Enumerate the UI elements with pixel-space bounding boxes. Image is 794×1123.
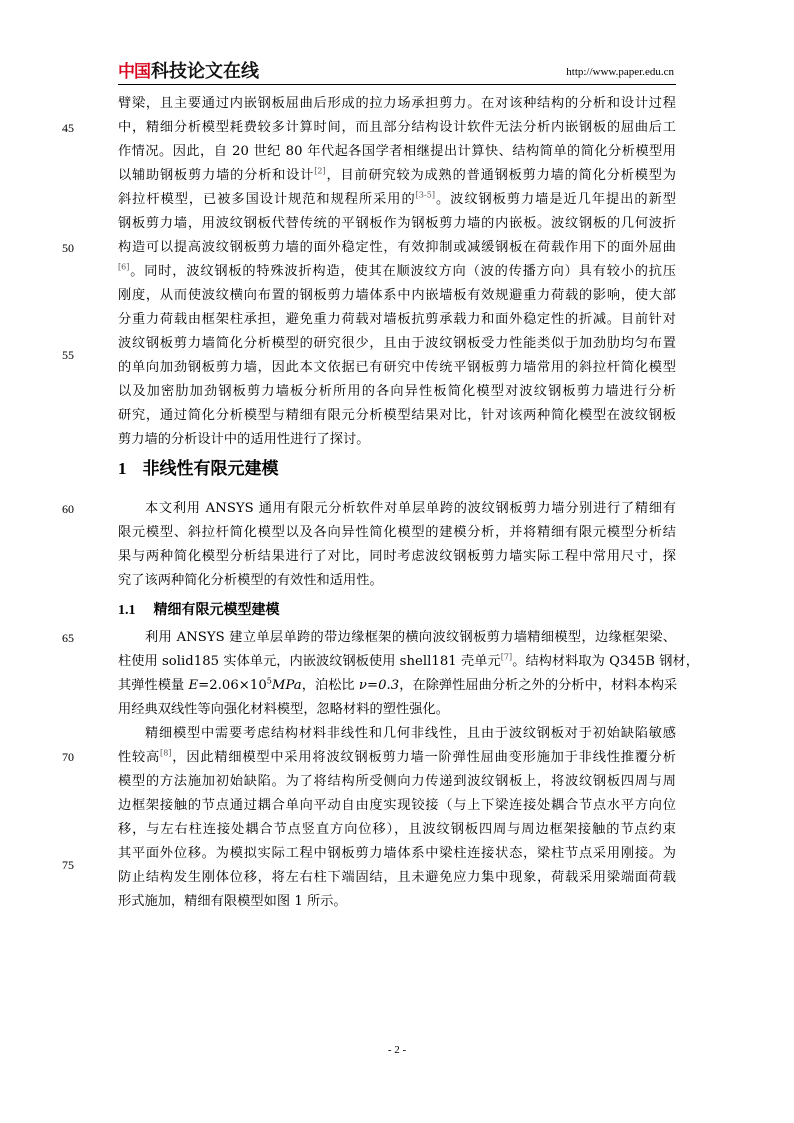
line-number-75: 75 — [62, 858, 74, 872]
logo-name-text: 科技论文在线 — [151, 61, 259, 82]
body-line: 精细模型中需要考虑结构材料非线性和几何非线性，且由于波纹钢板对于初始缺陷敏感 — [145, 726, 676, 741]
body-line: 斜拉杆模型，已被多国设计规范和规程所采用的[3-5]。波纹钢板剪力墙是近几年提出的新型 — [118, 190, 676, 207]
body-line: 柱使用 solid185 实体单元，内嵌波纹钢板使用 shell181 壳单元[7]。结构材料取为 Q345B 钢材， — [118, 652, 699, 669]
body-line: 构造可以提高波纹钢板剪力墙的面外稳定性，有效抑制或减缓钢板在荷载作用下的面外屈曲 — [118, 240, 676, 255]
line-number-55: 55 — [62, 348, 74, 362]
body-line: 研究，通过简化分析模型与精细有限元分析模型结果对比，针对该两种简化模型在波纹钢板 — [118, 408, 676, 423]
body-line: 以及加密肋加劲钢板剪力墙板分析所用的各向异性板简化模型对波纹钢板剪力墙进行分析 — [118, 384, 676, 399]
citation: [3-5] — [415, 190, 436, 200]
body-line: [6]。同时，波纹钢板的特殊波折构造，使其在顺波纹方向（波的传播方向）具有较小的抗压 — [118, 262, 676, 279]
body-line: 果与两种简化模型分析结果进行了对比，同时考虑波纹钢板剪力墙实际工程中常用尺寸，探 — [118, 549, 676, 564]
line-number-45: 45 — [62, 121, 74, 135]
body-line: 边框架接触的节点通过耦合单向平动自由度实现铰接（与上下梁连接处耦合节点水平方向位 — [118, 798, 676, 813]
body-line: 刚度，从而使波纹横向布置的钢板剪力墙体系中内嵌墙板有效规避重力荷载的影响，使大部 — [118, 288, 676, 303]
body-line: 的单向加劲钢板剪力墙，因此本文依据已有研究中传统平钢板剪力墙常用的斜拉杆简化模型 — [118, 360, 676, 375]
line-number-70: 70 — [62, 750, 74, 764]
body-line: 分重力荷载由框架柱承担，避免重力荷载对墙板抗剪承载力和面外稳定性的折减。目前针对 — [118, 312, 676, 327]
site-logo — [118, 62, 259, 82]
line-number-60: 60 — [62, 502, 74, 516]
page-number: - 2 - — [387, 1044, 407, 1056]
body-line: 以辅助钢板剪力墙的分析和设计[2]，目前研究较为成熟的普通钢板剪力墙的简化分析模型为 — [118, 166, 676, 183]
body-line: 用经典双线性等向强化材料模型，忽略材料的塑性强化。 — [118, 702, 449, 717]
page-header — [118, 58, 676, 85]
body-line: 模型的方法施加初始缺陷。为了将结构所受侧向力传递到波纹钢板上，将波纹钢板四周与周 — [118, 774, 676, 789]
body-line: 防止结构发生刚体位移，将左右柱下端固结，且未避免应力集中现象，荷载采用梁端面荷载 — [118, 870, 676, 885]
body-line: 臂梁，且主要通过内嵌钢板屈曲后形成的拉力场承担剪力。在对该种结构的分析和设计过程 — [118, 96, 676, 111]
body-line: 利用 ANSYS 建立单层单跨的带边缘框架的横向波纹钢板剪力墙精细模型，边缘框架梁、 — [145, 630, 676, 645]
body-line: 其弹性模量 $E=2.06\times 10^5MPa$，泊松比 ν=0.3，在除弹性屈曲分析之外的分析中，材料本构采 — [118, 676, 678, 693]
body-line: 剪力墙的分析设计中的适用性进行了探讨。 — [118, 432, 370, 447]
line-number-50: 50 — [62, 241, 74, 255]
subsection-heading: 1.1 精细有限元模型建模 — [118, 602, 280, 618]
site-url: http://www.paper.edu.cn — [566, 66, 674, 78]
body-line: 中，精细分析模型耗费较多计算时间，而且部分结构设计软件无法分析内嵌钢板的屈曲后工 — [118, 120, 676, 135]
body-line: 限元模型、斜拉杆简化模型以及各向异性简化模型的建模分析，并将精细有限元模型分析结 — [118, 525, 676, 540]
line-number-65: 65 — [62, 631, 74, 645]
body-line: 其平面外位移。为模拟实际工程中钢板剪力墙体系中梁柱连接状态，梁柱节点采用刚接。为 — [118, 846, 676, 861]
body-line: 形式施加，精细有限模型如图 1 所示。 — [118, 894, 347, 909]
body-line: 作情况。因此，自 20 世纪 80 年代起各国学者相继提出计算快、结构简单的简化分析模型用 — [118, 144, 676, 159]
citation: [6] — [118, 262, 130, 272]
body-line: 性较高[8]，因此精细模型中采用将波纹钢板剪力墙一阶弹性屈曲变形施加于非线性推覆分析 — [118, 748, 677, 765]
body-line: 究了该两种简化分析模型的有效性和适用性。 — [118, 573, 383, 588]
body-line: 波纹钢板剪力墙简化分析模型的研究很少，且由于波纹钢板受力性能类似于加劲肋均匀布置 — [118, 336, 676, 351]
citation: [7] — [500, 652, 513, 662]
body-line: 移，与左右柱连接处耦合节点竖直方向位移），且波纹钢板四周与周边框架接触的节点约束 — [118, 822, 676, 837]
body-line: 钢板剪力墙，用波纹钢板代替传统的平钢板作为钢板剪力墙的内嵌板。波纹钢板的几何波折 — [118, 216, 676, 231]
body-line: 本文利用 ANSYS 通用有限元分析软件对单层单跨的波纹钢板剪力墙分别进行了精细有 — [145, 501, 676, 516]
citation: [2] — [314, 166, 326, 176]
logo-red-text: 中国 — [118, 62, 150, 82]
section-heading: 1 非线性有限元建模 — [118, 459, 279, 479]
citation: [8] — [160, 748, 172, 758]
